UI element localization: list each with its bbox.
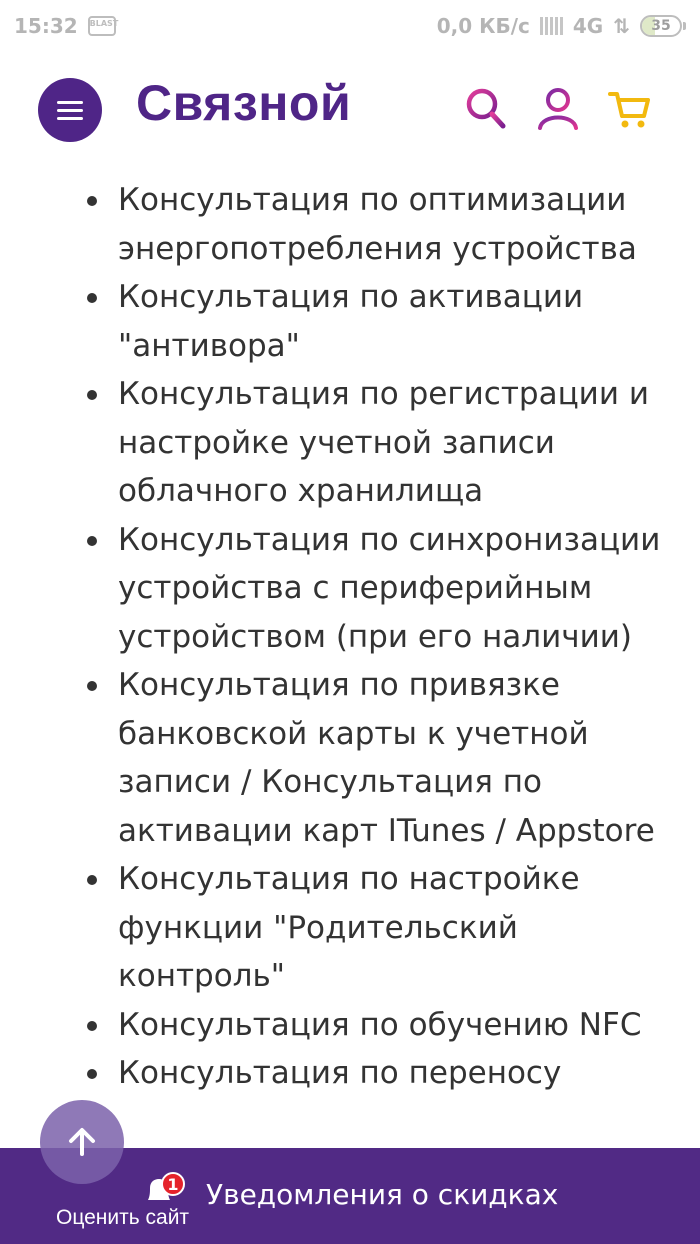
- list-item: Консультация по оптимизации энергопотребления устройства: [0, 176, 700, 273]
- services-list: [0, 176, 700, 1098]
- list-item: Консультация по регистрации и настройке учетной записи облачного хранилища: [0, 370, 700, 516]
- data-arrows-icon: ⇅: [613, 14, 630, 38]
- arrow-up-icon: [64, 1124, 100, 1160]
- status-bar: [0, 0, 700, 52]
- network-speed: 0,0 КБ/с: [436, 14, 530, 38]
- list-item: Консультация по привязке банковской карты к учетной записи / Консультация по активации карт ITunes / Appstore: [0, 661, 700, 855]
- status-time: 15:32: [14, 14, 78, 38]
- site-logo[interactable]: Связной: [136, 75, 352, 131]
- site-header: [0, 52, 700, 164]
- list-item: Консультация по синхронизации устройства с периферийным устройством (при его наличии): [0, 516, 700, 662]
- discount-notifications-label: Уведомления о скидках: [206, 1178, 559, 1211]
- list-item: Консультация по настройке функции "Родительский контроль": [0, 855, 700, 1001]
- bell-icon: [142, 1170, 190, 1210]
- notification-badge: 1: [161, 1172, 185, 1196]
- search-icon[interactable]: [464, 86, 508, 132]
- status-right: [437, 14, 686, 38]
- list-item: Консультация по обучению NFC: [0, 1001, 700, 1050]
- list-item: Консультация по активации "антивора": [0, 273, 700, 370]
- signal-icon: [540, 17, 563, 35]
- page-content: [0, 176, 700, 1098]
- battery-icon: [640, 15, 686, 37]
- menu-button[interactable]: [38, 78, 102, 142]
- rate-site-label[interactable]: Оценить сайт: [56, 1206, 190, 1229]
- app-notification-icon: BLAST: [88, 16, 116, 36]
- cart-icon[interactable]: [606, 86, 652, 132]
- menu-icon: [57, 101, 83, 104]
- user-icon[interactable]: [536, 86, 580, 132]
- battery-level: 35: [651, 18, 671, 34]
- list-item: Консультация по переносу: [0, 1049, 700, 1098]
- status-left: [14, 14, 119, 38]
- network-type: 4G: [572, 14, 604, 38]
- scroll-top-button[interactable]: [40, 1100, 124, 1184]
